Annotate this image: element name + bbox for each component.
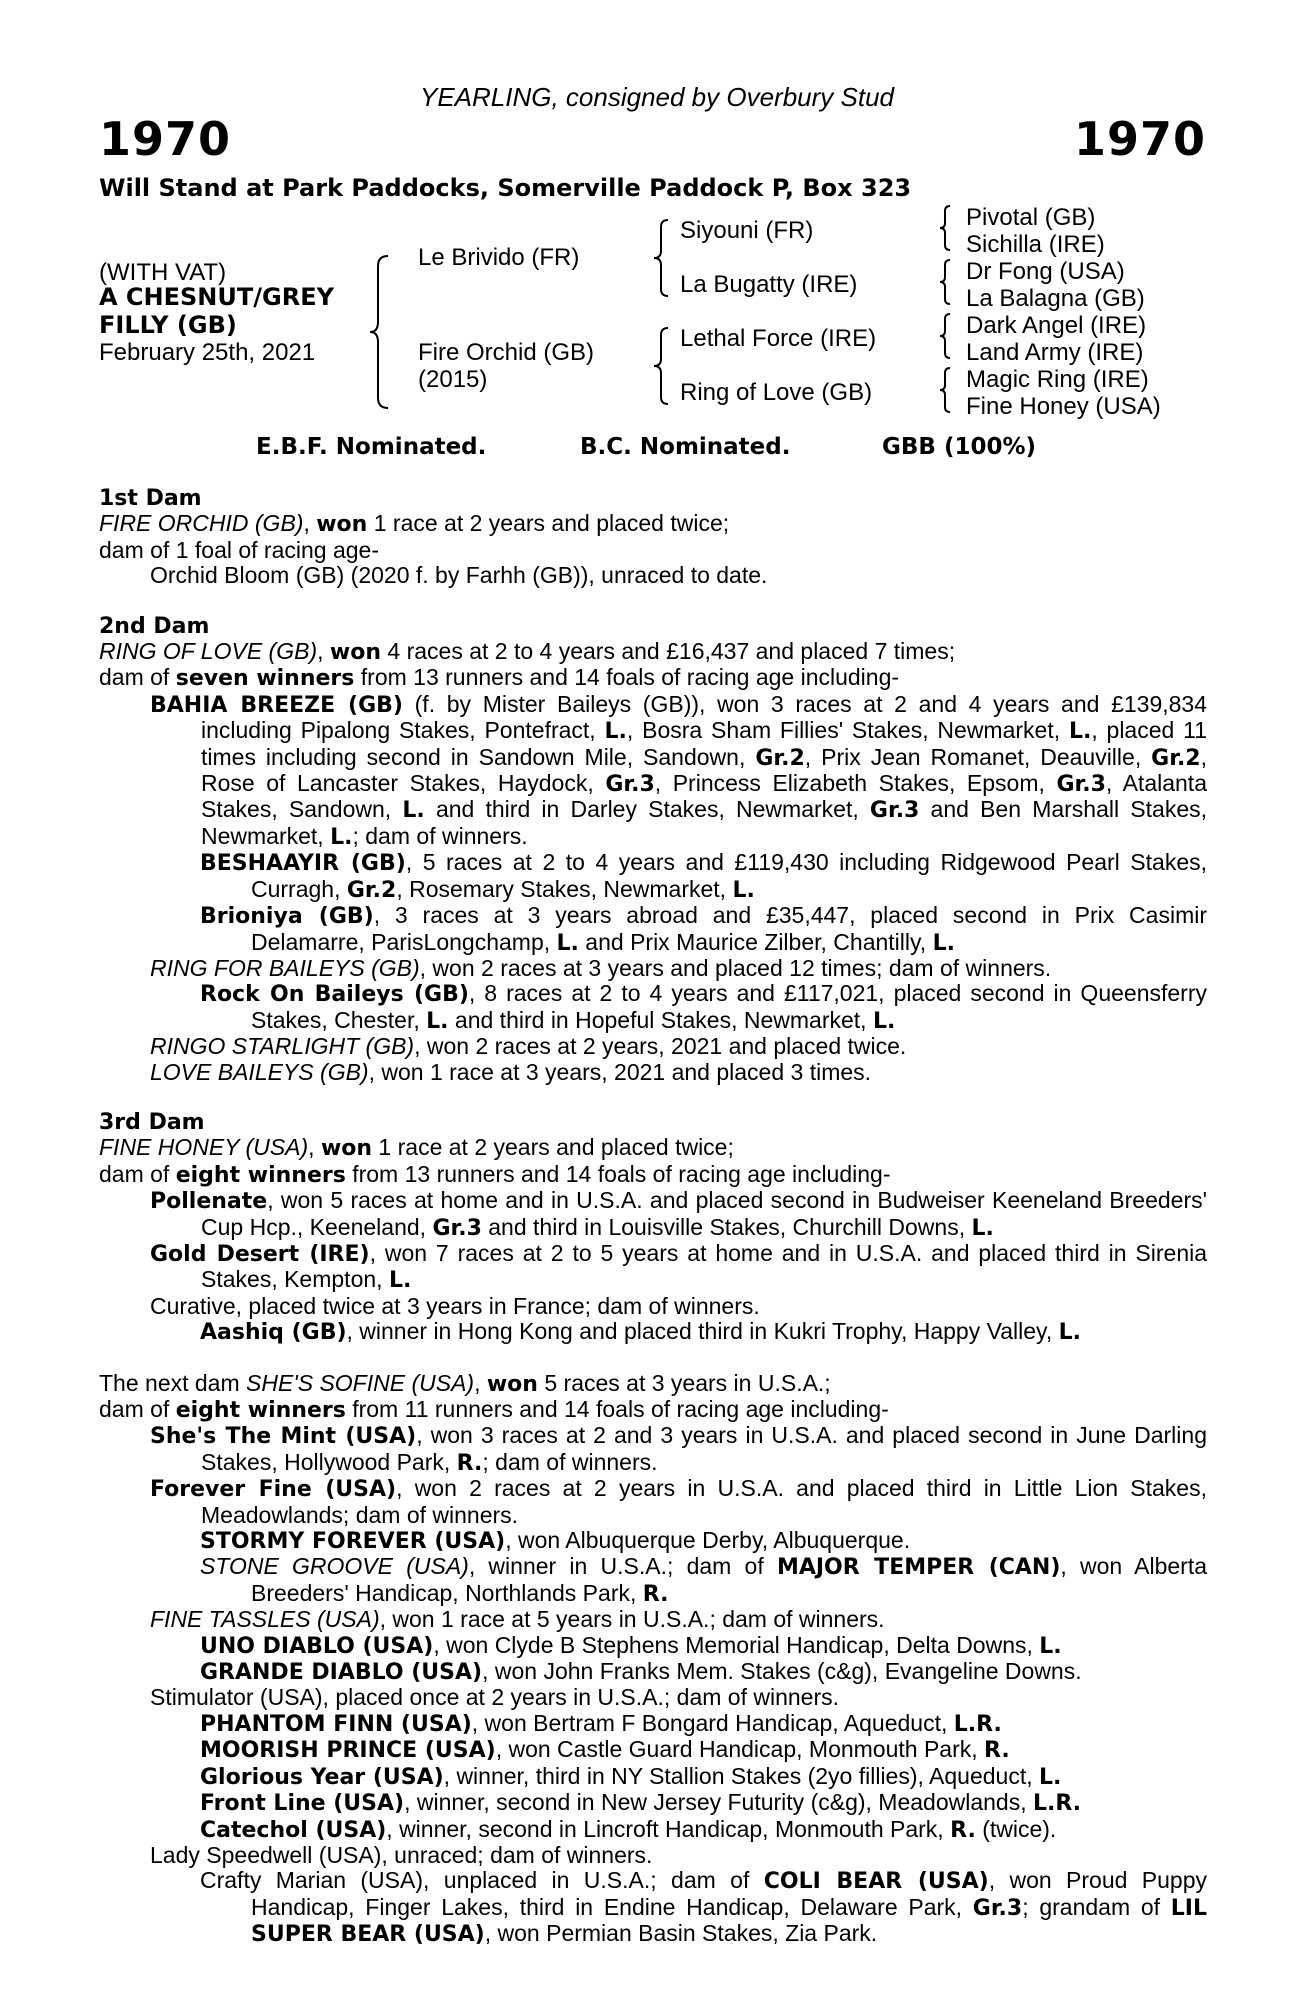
progeny-entry: She's The Mint (USA), won 3 races at 2 and 3 years in U.S.A. and placed second in June Darling Stakes, Hollywood Park, R.; dam of winners. (150, 1422, 1207, 1476)
foaling-date: February 25th, 2021 (99, 339, 316, 366)
ebf-nomination: E.B.F. Nominated. (256, 434, 487, 460)
grand-progeny-entry: Glorious Year (USA), winner, third in NY Stallion Stakes (2yo fillies), Aqueduct, L. (200, 1762, 1062, 1790)
bc-nomination: B.C. Nominated. (580, 434, 791, 460)
grand-progeny-entry: Front Line (USA), winner, second in New Jersey Futurity (c&g), Meadowlands, L.R. (200, 1789, 1082, 1817)
second-dam-heading: 2nd Dam (99, 613, 210, 639)
horse-description-line2: FILLY (GB) (99, 311, 237, 339)
dam-year: (2015) (418, 366, 488, 393)
first-dam-section (99, 486, 1207, 589)
progeny-entry: Pollenate, won 5 races at home and in U.S.A. and placed second in Budweiser Keeneland Breeders' Cup Hcp., Keeneland, Gr.3 and third in Louisville Stakes, Churchill Downs, L. (150, 1187, 1207, 1241)
ss-sire: Pivotal (GB) (966, 204, 1096, 231)
dd-dam: Fine Honey (USA) (966, 393, 1161, 420)
third-dam-produce-intro: dam of eight winners from 13 runners and 14 foals of racing age including- (99, 1160, 891, 1188)
third-dam-heading: 3rd Dam (99, 1109, 205, 1135)
sd-sire: Dr Fong (USA) (966, 258, 1125, 285)
gbb-rating: GBB (100%) (882, 434, 1037, 460)
progeny-entry: Stimulator (USA), placed once at 2 years in U.S.A.; dam of winners. (150, 1684, 840, 1711)
progeny-entry: Forever Fine (USA), won 2 races at 2 years in U.S.A. and placed third in Little Lion Stakes, Meadowlands; dam of winners. (150, 1475, 1207, 1528)
lot-number-right: 1970 (1073, 112, 1206, 166)
dd-sire: Magic Ring (IRE) (966, 366, 1149, 393)
vat-note: (WITH VAT) (99, 259, 227, 286)
second-dam-record: RING OF LOVE (GB), won 4 races at 2 to 4 years and £16,437 and placed 7 times; (99, 638, 956, 666)
grand-progeny-entry: STORMY FOREVER (USA), won Albuquerque Derby, Albuquerque. (200, 1527, 911, 1555)
dam-sire: Lethal Force (IRE) (680, 325, 877, 352)
progeny-entry: FINE TASSLES (USA), won 1 race at 5 years in U.S.A.; dam of winners. (150, 1606, 885, 1633)
dam-brace (652, 326, 670, 406)
sire-dam: La Bugatty (IRE) (680, 271, 858, 298)
ds-sire: Dark Angel (IRE) (966, 312, 1147, 339)
stand-location: Will Stand at Park Paddocks, Somerville Paddock P, Box 323 (99, 174, 912, 202)
progeny-entry: Lady Speedwell (USA), unraced; dam of winners. (150, 1841, 653, 1868)
next-dam-produce-intro: dam of eight winners from 11 runners and 14 foals of racing age including- (99, 1396, 889, 1423)
grand-progeny-entry: Brioniya (GB), 3 races at 3 years abroad and £35,447, placed second in Prix Casimir Delamarre, ParisLongchamp, L. and Prix Maurice Zilber, Chantilly, L. (200, 902, 1208, 956)
progeny-entry: RING FOR BAILEYS (GB), won 2 races at 3 years and placed 12 times; dam of winners. (150, 954, 1052, 981)
grand-progeny-entry: Catechol (USA), winner, second in Lincroft Handicap, Monmouth Park, R. (twice). (200, 1815, 1057, 1843)
grand-progeny-entry: Crafty Marian (USA), unplaced in U.S.A.; dam of COLI BEAR (USA), won Proud Puppy Handicap, Finger Lakes, third in Endine Handicap, Delaware Park, Gr.3; grandam of LIL SUPER BEAR (USA), won Permian Basin Stakes, Zia Park. (200, 1867, 1207, 1948)
grand-progeny-entry: PHANTOM FINN (USA), won Bertram F Bongard Handicap, Aqueduct, L.R. (200, 1709, 1002, 1737)
ss-dam: Sichilla (IRE) (966, 231, 1105, 258)
dd-brace (938, 366, 952, 414)
ds-dam: Land Army (IRE) (966, 339, 1144, 366)
grand-progeny-entry: BESHAAYIR (GB), 5 races at 2 to 4 years and £119,430 including Ridgewood Pearl Stakes, Curragh, Gr.2, Rosemary Stakes, Newmarket, L. (200, 849, 1207, 903)
next-dam-section (99, 1371, 1207, 1948)
produce-record (99, 486, 1207, 1948)
first-dam-foal: Orchid Bloom (GB) (2020 f. by Farhh (GB)), unraced to date. (150, 562, 768, 589)
sire-sire: Siyouni (FR) (680, 217, 814, 244)
dam-name: Fire Orchid (GB) (418, 339, 595, 366)
grand-progeny-entry: UNO DIABLO (USA), won Clyde B Stephens Memorial Handicap, Delta Downs, L. (200, 1631, 1062, 1659)
sd-dam: La Balagna (GB) (966, 285, 1145, 312)
progeny-entry: BAHIA BREEZE (GB) (f. by Mister Baileys (GB)), won 3 races at 2 and 4 years and £139,834 including Pipalong Stakes, Pontefract, L., Bosra Sham Fillies' Stakes, Newmarket, L., placed 11 times including second in Sandown Mile, Sandown, Gr.2, Prix Jean Romanet, Deauville, Gr.2, Rose of Lancaster Stakes, Haydock, Gr.3, Princess Elizabeth Stakes, Epsom, Gr.3, Atalanta Stakes, Sandown, L. and third in Darley Stakes, Newmarket, Gr.3 and Ben Marshall Stakes, Newmarket, L.; dam of winners. (150, 690, 1208, 850)
grand-progeny-entry: Rock On Baileys (GB), 8 races at 2 to 4 years and £117,021, placed second in Queensferry Stakes, Chester, L. and third in Hopeful Stakes, Newmarket, L. (200, 980, 1207, 1034)
first-dam-heading: 1st Dam (99, 486, 202, 511)
pedigree-brace-main (368, 254, 390, 410)
grand-progeny-entry: GRANDE DIABLO (USA), won John Franks Mem. Stakes (c&g), Evangeline Downs. (200, 1658, 1082, 1686)
third-dam-section (99, 1110, 1207, 1346)
ss-brace (938, 204, 952, 252)
ds-brace (938, 312, 952, 360)
sire-name: Le Brivido (FR) (418, 244, 580, 271)
consignor-subtitle: YEARLING, consigned by Overbury Stud (419, 82, 894, 112)
grand-progeny-entry: Aashiq (GB), winner in Hong Kong and placed third in Kukri Trophy, Happy Valley, L. (200, 1318, 1082, 1346)
horse-description-line1: A CHESNUT/GREY (99, 283, 334, 311)
second-dam-produce-intro: dam of seven winners from 13 runners and 14 foals of racing age including- (99, 664, 900, 692)
first-dam-record: FIRE ORCHID (GB), won 1 race at 2 years and placed twice; (99, 510, 730, 538)
grand-progeny-entry: STONE GROOVE (USA), winner in U.S.A.; dam of MAJOR TEMPER (CAN), won Alberta Breeders' Handicap, Northlands Park, R. (200, 1553, 1208, 1607)
sire-brace (652, 218, 670, 298)
progeny-entry: RINGO STARLIGHT (GB), won 2 races at 2 years, 2021 and placed twice. (150, 1033, 907, 1060)
first-dam-produce-intro: dam of 1 foal of racing age- (99, 536, 379, 563)
sd-brace (938, 258, 952, 306)
lot-number-left: 1970 (99, 112, 232, 166)
dam-dam: Ring of Love (GB) (680, 379, 873, 406)
third-dam-record: FINE HONEY (USA), won 1 race at 2 years and placed twice; (99, 1134, 734, 1162)
progeny-entry: Curative, placed twice at 3 years in France; dam of winners. (150, 1292, 760, 1319)
second-dam-section (99, 614, 1207, 1085)
next-dam-record: The next dam SHE'S SOFINE (USA), won 5 races at 3 years in U.S.A.; (99, 1369, 831, 1397)
progeny-entry: LOVE BAILEYS (GB), won 1 race at 3 years, 2021 and placed 3 times. (150, 1058, 872, 1085)
grand-progeny-entry: MOORISH PRINCE (USA), won Castle Guard Handicap, Monmouth Park, R. (200, 1736, 1010, 1764)
progeny-entry: Gold Desert (IRE), won 7 races at 2 to 5 years at home and in U.S.A. and placed third in Sirenia Stakes, Kempton, L. (150, 1239, 1208, 1294)
